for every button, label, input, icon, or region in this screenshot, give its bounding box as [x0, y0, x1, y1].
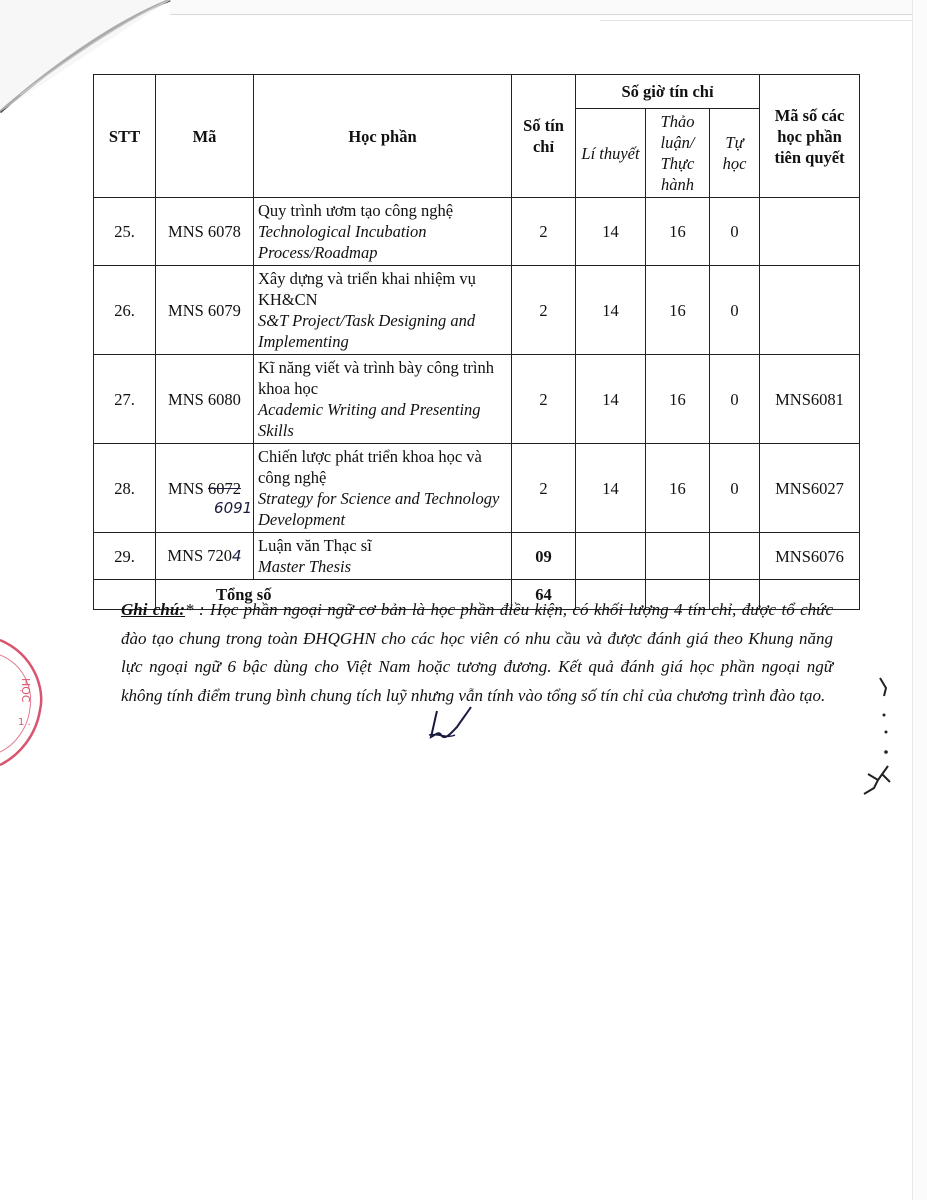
table-row — [94, 198, 860, 266]
course-name-en: Technological Incubation Process/Roadmap — [258, 222, 427, 262]
row-code: MNS 6078 — [156, 198, 254, 266]
row-credits: 2 — [512, 266, 576, 355]
official-stamp-fragment — [0, 630, 60, 770]
svg-text:HỌC: HỌC — [19, 678, 32, 703]
row-course — [254, 266, 512, 355]
code-prefix: MNS 720 — [167, 546, 233, 565]
header-ma: Mã — [156, 75, 254, 198]
header-thao-luan: Thảo luận/ Thực hành — [646, 109, 710, 198]
row-stt: 26. — [94, 266, 156, 355]
course-name-vi: Quy trình ươm tạo công nghệ — [258, 201, 454, 220]
row-stt: 29. — [94, 533, 156, 580]
row-prereq: MNS6081 — [760, 355, 860, 444]
row-thao-luan: 16 — [646, 198, 710, 266]
row-credits: 2 — [512, 444, 576, 533]
total-credits: 64 — [512, 580, 576, 610]
footnote — [121, 596, 833, 710]
row-tu-hoc: 0 — [710, 266, 760, 355]
course-name-en: Master Thesis — [258, 557, 352, 576]
row-tu-hoc — [710, 533, 760, 580]
signature-initial — [425, 705, 485, 745]
curriculum-table — [93, 74, 860, 610]
row-tu-hoc: 0 — [710, 198, 760, 266]
course-name-en: Academic Writing and Presenting Skills — [258, 400, 481, 440]
row-course — [254, 198, 512, 266]
row-credits: 2 — [512, 198, 576, 266]
header-hoc-phan: Học phần — [254, 75, 512, 198]
row-prereq: MNS6027 — [760, 444, 860, 533]
row-prereq — [760, 266, 860, 355]
svg-text:1 .: 1 . — [18, 717, 31, 728]
row-prereq — [760, 198, 860, 266]
total-label: Tổng số — [156, 580, 512, 610]
header-stt: STT — [94, 75, 156, 198]
table-row — [94, 266, 860, 355]
course-name-vi: Luận văn Thạc sĩ — [258, 536, 372, 555]
row-thao-luan: 16 — [646, 266, 710, 355]
row-stt: 28. — [94, 444, 156, 533]
page-edge-shadow — [600, 0, 927, 21]
code-handwritten-digit: 4 — [232, 547, 242, 565]
row-tu-hoc: 0 — [710, 444, 760, 533]
code-struck: 6072 — [207, 478, 241, 498]
code-prefix: MNS — [168, 478, 208, 498]
row-thao-luan: 16 — [646, 444, 710, 533]
table-row — [94, 355, 860, 444]
header-li-thuyet: Lí thuyết — [576, 109, 646, 198]
row-code: MNS 6079 — [156, 266, 254, 355]
row-li-thuyet: 14 — [576, 266, 646, 355]
row-stt: 25. — [94, 198, 156, 266]
table-row — [94, 533, 860, 580]
course-name-vi: Xây dựng và triển khai nhiệm vụ KH&CN — [258, 269, 476, 309]
row-code — [156, 533, 254, 580]
header-so-tin-chi: Số tín chỉ — [512, 75, 576, 198]
row-li-thuyet: 14 — [576, 444, 646, 533]
row-code: MNS 6080 — [156, 355, 254, 444]
table-row — [94, 444, 860, 533]
row-prereq: MNS6076 — [760, 533, 860, 580]
row-course — [254, 444, 512, 533]
row-li-thuyet: 14 — [576, 198, 646, 266]
row-tu-hoc: 0 — [710, 355, 760, 444]
course-name-vi: Kĩ năng viết và trình bày công trình khoa học — [258, 358, 494, 398]
row-course — [254, 533, 512, 580]
code-handwritten: 6091 — [214, 498, 253, 517]
header-so-gio: Số giờ tín chỉ — [576, 75, 760, 109]
row-credits: 09 — [512, 533, 576, 580]
row-stt: 27. — [94, 355, 156, 444]
header-tu-hoc: Tự học — [710, 109, 760, 198]
margin-marks — [860, 670, 900, 800]
course-name-en: Strategy for Science and Technology Development — [258, 489, 500, 529]
note-label: Ghi chú: — [121, 600, 185, 619]
row-code — [156, 444, 254, 533]
row-li-thuyet — [576, 533, 646, 580]
row-thao-luan: 16 — [646, 355, 710, 444]
note-text: * : Học phần ngoại ngữ cơ bản là học phần điều kiện, có khối lượng 4 tín chỉ, được tổ chức đào tạo chung trong toàn ĐHQGHN cho các học viên có nhu cầu và được đánh giá theo Khung năng lực ngoại ngữ 6 bậc dùng cho Việt Nam hoặc tương đương. Kết quả đánh giá học phần ngoại ngữ không tính điểm trung bình chung tích luỹ nhưng vẫn tính vào tổng số tín chỉ của chương trình đào tạo. — [121, 600, 833, 705]
row-thao-luan — [646, 533, 710, 580]
course-name-en: S&T Project/Task Designing and Implementing — [258, 311, 476, 351]
header-tien-quyet: Mã số các học phần tiên quyết — [760, 75, 860, 198]
row-course — [254, 355, 512, 444]
row-li-thuyet: 14 — [576, 355, 646, 444]
course-name-vi: Chiến lược phát triển khoa học và công nghệ — [258, 447, 482, 487]
page-edge-right — [912, 0, 927, 1200]
row-credits: 2 — [512, 355, 576, 444]
